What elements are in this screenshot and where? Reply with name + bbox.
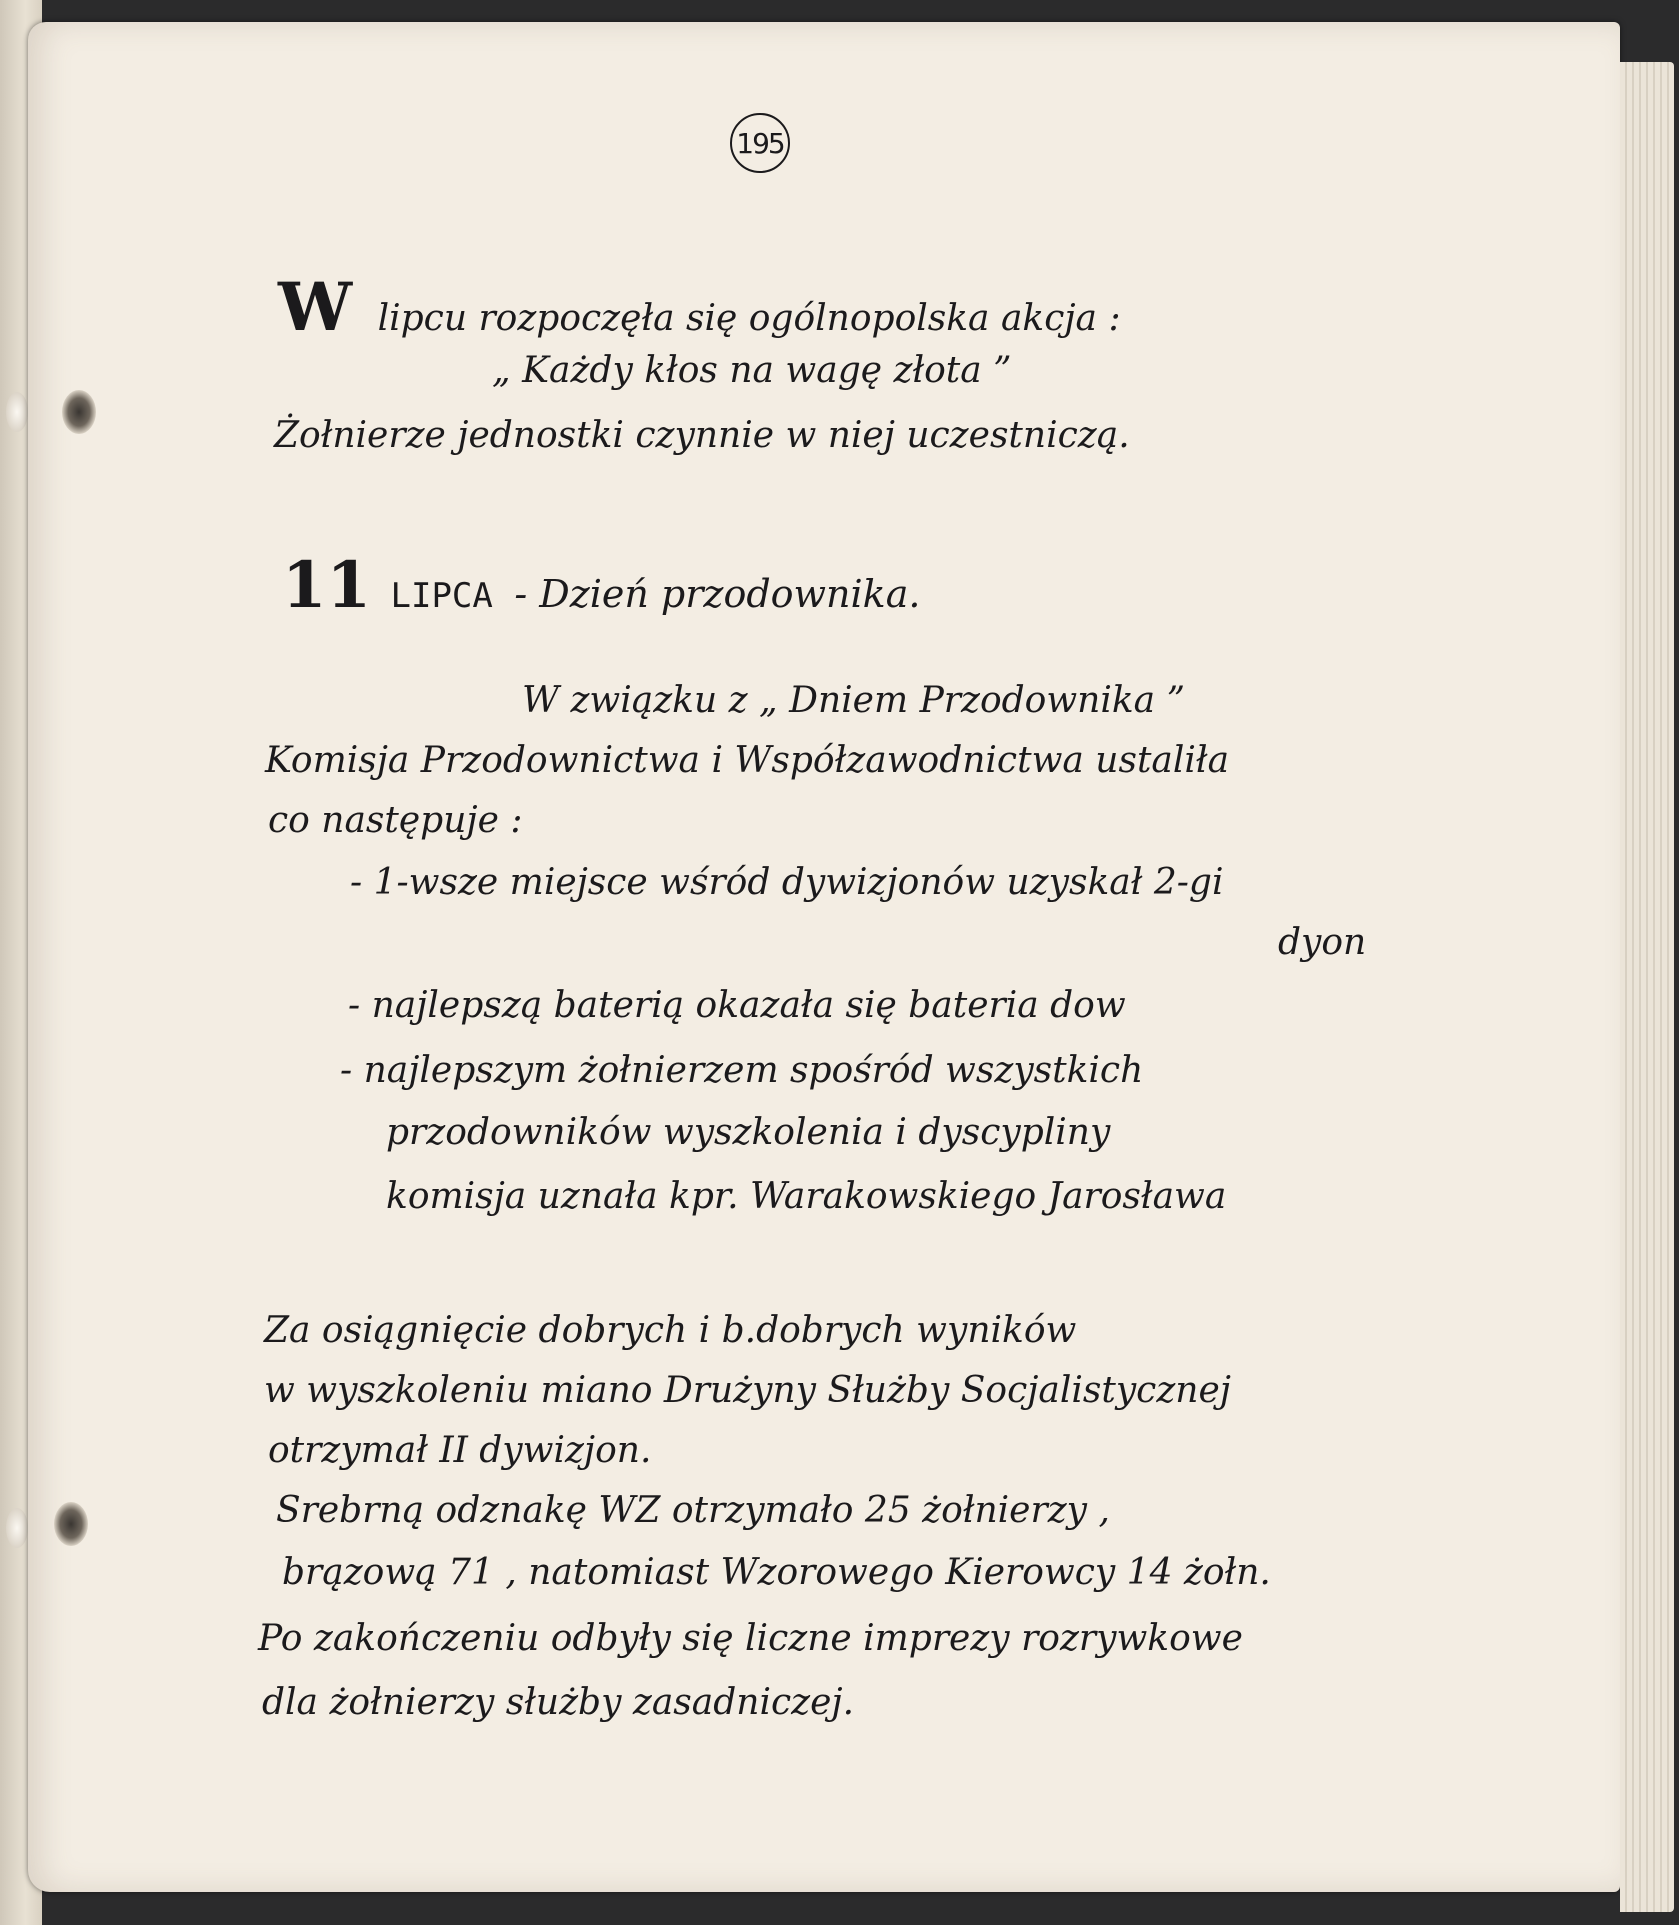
date-number: 11 bbox=[282, 548, 372, 623]
page-stack-edge bbox=[1620, 62, 1674, 1912]
punch-hole-edge bbox=[6, 392, 28, 432]
entry-3-line-2: w wyszkoleniu miano Drużyny Służby Socjalistycznej bbox=[264, 1370, 1231, 1411]
entry-2-line-4: - 1-wsze miejsce wśród dywizjonów uzyskał 2-gi bbox=[350, 862, 1224, 903]
punch-hole-edge bbox=[6, 1508, 28, 1548]
entry-3-line-4: Srebrną odznakę WZ otrzymało 25 żołnierzy , bbox=[276, 1490, 1110, 1531]
entry-2-line-5: dyon bbox=[1278, 922, 1367, 963]
entry-3-line-1: Za osiągnięcie dobrych i b.dobrych wyników bbox=[264, 1310, 1077, 1351]
entry-2-line-8: przodowników wyszkolenia i dyscypliny bbox=[386, 1112, 1111, 1153]
entry-1-line-1 bbox=[278, 268, 1121, 346]
drop-initial: W bbox=[278, 268, 353, 346]
entry-2-line-1: W związku z „ Dniem Przodownika ” bbox=[522, 680, 1185, 721]
entry-2-line-2: Komisja Przodownictwa i Współzawodnictwa ustaliła bbox=[265, 740, 1230, 781]
entry-3-line-5: brązową 71 , natomiast Wzorowego Kierowcy 14 żołn. bbox=[282, 1552, 1271, 1593]
entry-2-heading bbox=[282, 548, 920, 623]
date-month: LIPCA bbox=[390, 576, 493, 616]
entry-2-line-9: komisja uznała kpr. Warakowskiego Jarosława bbox=[386, 1176, 1227, 1217]
punch-hole bbox=[54, 1502, 88, 1546]
entry-2-line-3: co następuje : bbox=[268, 800, 523, 841]
entry-2-line-7: - najlepszym żołnierzem spośród wszystkich bbox=[340, 1050, 1144, 1091]
entry-2-line-6: - najlepszą baterią okazała się bateria dow bbox=[348, 985, 1126, 1026]
entry-heading: - Dzień przodownika. bbox=[514, 572, 921, 616]
entry-3-line-3: otrzymał II dywizjon. bbox=[268, 1430, 652, 1471]
entry-1-line-3: Żołnierze jednostki czynnie w niej uczestniczą. bbox=[274, 415, 1130, 456]
entry-1-line-2: „ Każdy kłos na wagę złota ” bbox=[492, 350, 1012, 391]
text-line: lipcu rozpoczęła się ogólnopolska akcja : bbox=[377, 298, 1121, 339]
punch-hole bbox=[62, 390, 96, 434]
page-number: 195 bbox=[730, 113, 790, 173]
entry-3-line-7: dla żołnierzy służby zasadniczej. bbox=[262, 1682, 855, 1723]
entry-3-line-6: Po zakończeniu odbyły się liczne imprezy rozrywkowe bbox=[258, 1618, 1243, 1659]
